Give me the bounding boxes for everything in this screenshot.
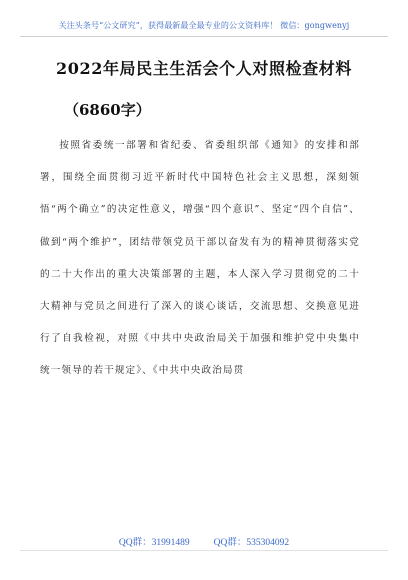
footer-qq-group-2: QQ群：535304092 bbox=[213, 538, 290, 548]
header-divider bbox=[20, 36, 388, 37]
body-paragraph: 按照省委统一部署和省纪委、省委组织部《通知》的安排和部署，围绕全面贯彻习近平新时代中国特色社会主义思想，深刻领悟“两个确立”的决定性意义，增强“四个意识”、坚定“四个自信”、做到“两个维护”，团结带领党员干部以奋发有为的精神贯彻落实党的二十大作出的重大决策部署的主题，本人深入学习贯彻党的二十大精神与党员之间进行了深入的谈心谈话，交流思想、交换意见进行了自我检视，对照《中共中央政治局关于加强和维护党中央集中统一领导的若干规定》、《中共中央政治局贯 bbox=[40, 140, 360, 377]
footer-qq-group-1: QQ群：31991489 bbox=[118, 538, 190, 548]
document-body bbox=[40, 130, 360, 388]
document-title: 2022年局民主生活会个人对照检查材料 bbox=[56, 59, 352, 78]
document-subtitle: （6860字） bbox=[64, 101, 151, 119]
header-note: 关注头条号“公文研究”，获得最新最全最专业的公文资料库！ 微信：gongwenyj bbox=[58, 21, 350, 30]
footer-divider bbox=[20, 550, 388, 551]
footer bbox=[0, 534, 408, 548]
